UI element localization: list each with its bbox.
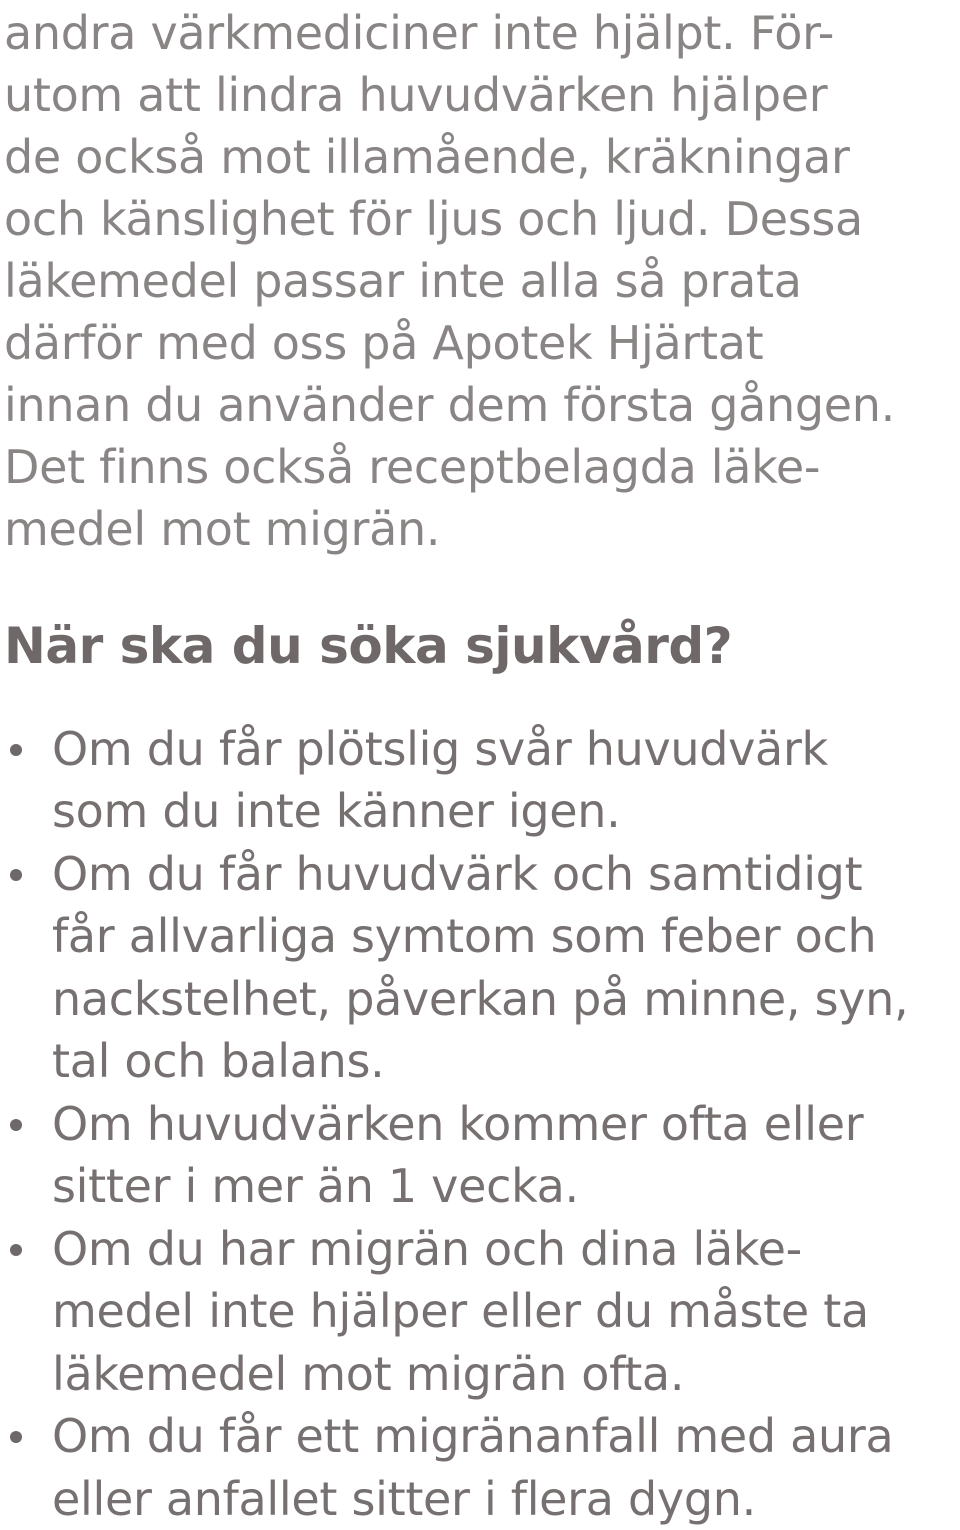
bullet-item [4,843,956,1093]
intro-line: andra värkmediciner inte hjälpt. För- [4,2,956,64]
bullet-line: Om du får ett migränanfall med aura [52,1405,956,1468]
bullet-item [4,718,956,843]
bullet-line: sitter i mer än 1 vecka. [52,1155,956,1218]
bullet-icon [10,869,22,881]
intro-line: Det finns också receptbelagda läke- [4,436,956,498]
intro-paragraph [4,2,956,560]
section-heading: När ska du söka sjukvård? [4,616,956,676]
bullet-line: läkemedel mot migrän ofta. [52,1343,956,1406]
document-page [4,0,956,1530]
bullet-icon [10,1119,22,1131]
bullet-list [4,718,956,1530]
bullet-icon [10,744,22,756]
intro-line: medel mot migrän. [4,498,956,560]
bullet-icon [10,1431,22,1443]
bullet-icon [10,1244,22,1256]
bullet-line: medel inte hjälper eller du måste ta [52,1280,956,1343]
bullet-item [4,1405,956,1530]
intro-line: de också mot illamående, kräkningar [4,126,956,188]
intro-line: läkemedel passar inte alla så prata [4,250,956,312]
bullet-item [4,1218,956,1406]
bullet-item [4,1093,956,1218]
intro-line: därför med oss på Apotek Hjärtat [4,312,956,374]
intro-line: utom att lindra huvudvärken hjälper [4,64,956,126]
intro-line: och känslighet för ljus och ljud. Dessa [4,188,956,250]
bullet-line: eller anfallet sitter i flera dygn. [52,1468,956,1530]
bullet-line: nackstelhet, påverkan på minne, syn, [52,968,956,1031]
bullet-line: Om huvudvärken kommer ofta eller [52,1093,956,1156]
bullet-line: Om du får plötslig svår huvudvärk [52,718,956,781]
bullet-line: får allvarliga symtom som feber och [52,905,956,968]
bullet-line: som du inte känner igen. [52,780,956,843]
bullet-line: Om du får huvudvärk och samtidigt [52,843,956,906]
bullet-line: Om du har migrän och dina läke- [52,1218,956,1281]
intro-line: innan du använder dem första gången. [4,374,956,436]
bullet-line: tal och balans. [52,1030,956,1093]
